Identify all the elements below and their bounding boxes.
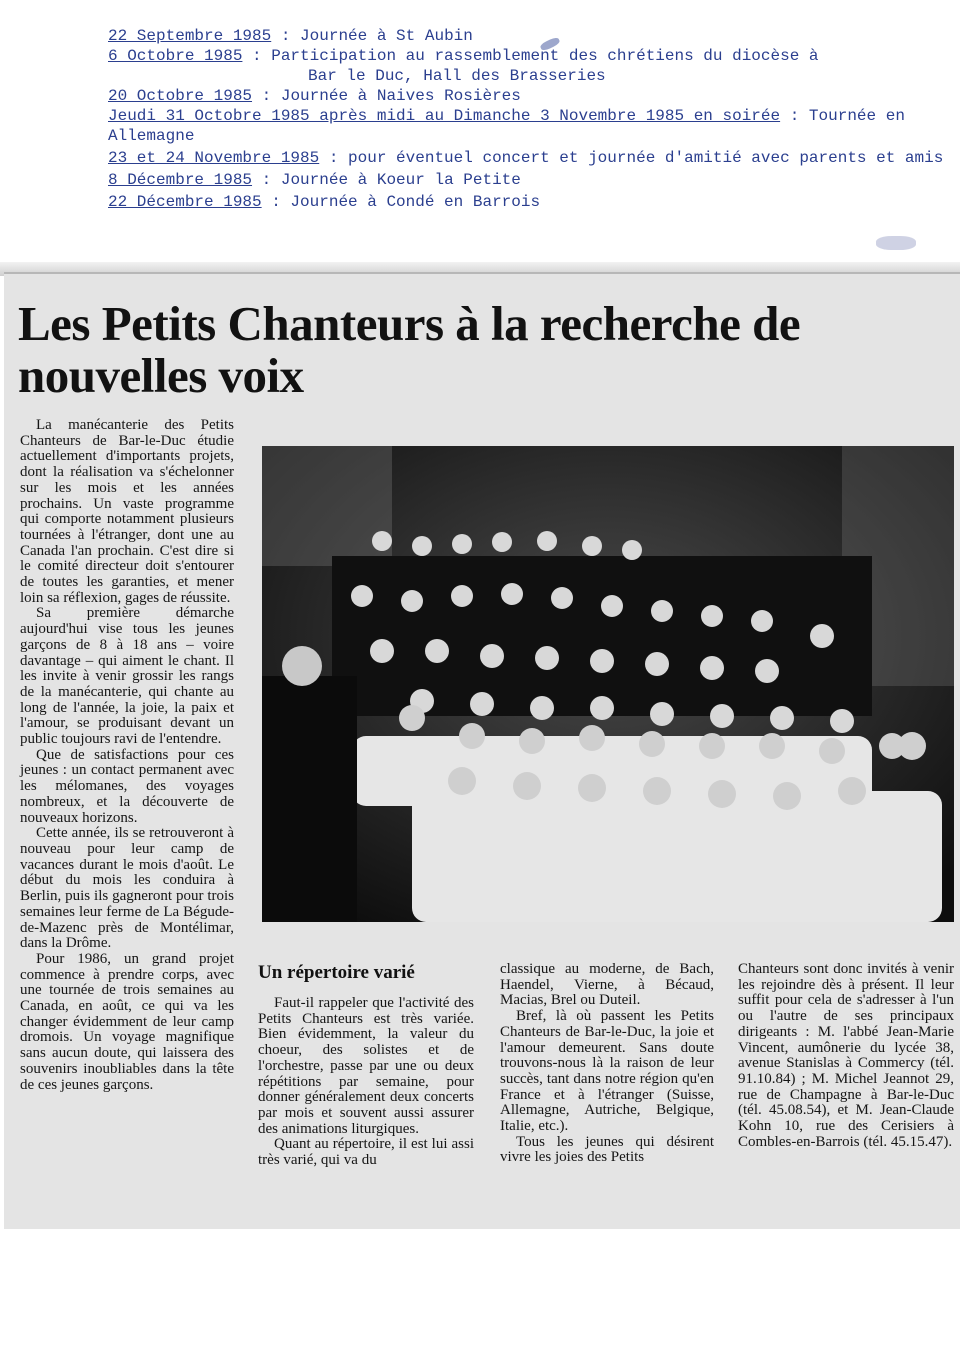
schedule-text: : Tournée en Allemagne (108, 107, 905, 145)
paragraph: Cette année, ils se retrouveront à nouveau pour leur camp de vacances durant le mois d'août. Le début du mois les conduira à Berlin, puis ils gagneront pour trois semaines leur ferme de La Bégude-de-Mazenc près de Montélimar, dans la Drôme. (20, 825, 234, 952)
paragraph: Faut-il rappeler que l'activité des Petits Chanteurs est très variée. Bien évidemment, la valeur du choeur, des solistes et de l'orchestre, passe par une ou deux répétitions par semaine, pour donner généralement deux concerts par mois et souvent aussi assurer des animations liturgiques. (258, 995, 474, 1137)
schedule-date: 22 Septembre 1985 (108, 27, 272, 45)
article-column-2 (258, 996, 474, 1169)
article-column-3 (500, 962, 714, 1166)
schedule-date: 8 Décembre 1985 (108, 171, 253, 189)
paragraph: La manécanterie des Petits Chanteurs de Bar-le-Duc étudie actuellement d'importants projets, dont la réalisation va s'échelonner sur les mois et les années prochains. Un vaste programme qui comporte notamment plusieurs tournées à l'étranger, dont une au Canada l'an prochain. C'est dire si le comité directeur doit s'entourer de toutes les garanties, et mener loin sa réflexion, gages de réussite. (20, 417, 234, 606)
schedule-item (108, 106, 953, 146)
paragraph: Pour 1986, un grand projet commence à prendre corps, avec une tournée de trois semaines au Canada, en août, ce qui va les changer évidemment de leur camp dromois. Un voyage magnifique sans aucun doute, qui laissera des souvenirs inoubliables dans la tête de ces jeunes garçons. (20, 950, 234, 1093)
choir-photo (262, 446, 954, 922)
schedule-date: Jeudi 31 Octobre 1985 après midi au Dimanche 3 Novembre 1985 en soirée (108, 107, 781, 125)
schedule-date: 6 Octobre 1985 (108, 47, 243, 65)
paragraph: Tous les jeunes qui désirent vivre les joies des Petits (500, 1133, 714, 1166)
paragraph: Que de satisfactions pour ces jeunes : un contact permanent avec les mélomanes, des voyages nombreux, et la découverte de nouveaux horizons. (20, 746, 234, 826)
schedule-item (108, 148, 953, 168)
article-column-4 (738, 962, 954, 1150)
schedule-text: : Journée à St Aubin (271, 27, 473, 45)
article-column-1 (20, 418, 234, 1093)
schedule-item-continuation: Bar le Duc, Hall des Brasseries (308, 67, 606, 85)
schedule-date: 23 et 24 Novembre 1985 (108, 149, 320, 167)
choir-photo-drawing (262, 446, 954, 922)
schedule-item (108, 192, 953, 212)
schedule-text: : Journée à Condé en Barrois (261, 193, 541, 211)
schedule-date: 20 Octobre 1985 (108, 87, 253, 105)
choir-front-rows (352, 736, 942, 922)
schedule-text: : Participation au rassemblement des chrétiens du diocèse à (242, 47, 819, 65)
schedule-text: : pour éventuel concert et journée d'amitié avec parents et amis (319, 149, 944, 167)
paragraph: Bref, là où passent les Petits Chanteurs de Bar-le-Duc, la joie et l'amour demeurent. Sans doute trouvons-nous là la raison de leur succès, tant dans notre région qu'en France et à l'étranger (Suisse, Allemagne, Autriche, Belgique, Italie, etc.). (500, 1008, 714, 1135)
conductor-figure (262, 646, 357, 922)
article-subheading: Un répertoire varié (258, 962, 415, 983)
paragraph: classique au moderne, de Bach, Haendel, Vierne, à Bécaud, Macias, Brel ou Duteil. (500, 961, 714, 1009)
paragraph: Chanteurs sont donc invités à venir les rejoindre dès à présent. Il leur suffit pour cela de s'adresser à l'un ou l'autre de ses principaux dirigeants : M. l'abbé Jean-Marie Vincent, aumônerie du lycée 38, avenue Stanislas à Commercy (tél. 91.10.84) ; M. Michel Jeannot 29, rue de Champagne à Bar-le-Duc (tél. 45.08.54), et M. Jean-Claude Kohn 10, rue des Cerisiers à Combles-en-Barrois (tél. 45.15.47). (738, 961, 954, 1150)
schedule-date: 22 Décembre 1985 (108, 193, 262, 211)
paragraph: Sa première démarche aujourd'hui vise tous les jeunes garçons de 8 à 18 ans – voire davantage – qui aiment le chant. Il les invite à venir grossir les rangs de la manécanterie, qui chante au long de l'année, la joie, la paix et l'amour, se produisant devant un public toujours ravi de l'entendre. (20, 605, 234, 748)
schedule-item (108, 26, 953, 46)
paragraph: Quant au répertoire, il est lui assi très varié, qui va du (258, 1136, 474, 1169)
schedule-text: : Journée à Naives Rosières (252, 87, 521, 105)
schedule-item (108, 46, 953, 66)
schedule-list (108, 26, 953, 212)
schedule-text: : Journée à Koeur la Petite (252, 171, 521, 189)
schedule-item (108, 170, 953, 190)
ink-smudge (876, 236, 916, 250)
article-headline: Les Petits Chanteurs à la recherche de nouvelles voix (18, 296, 801, 403)
schedule-item (108, 86, 953, 106)
